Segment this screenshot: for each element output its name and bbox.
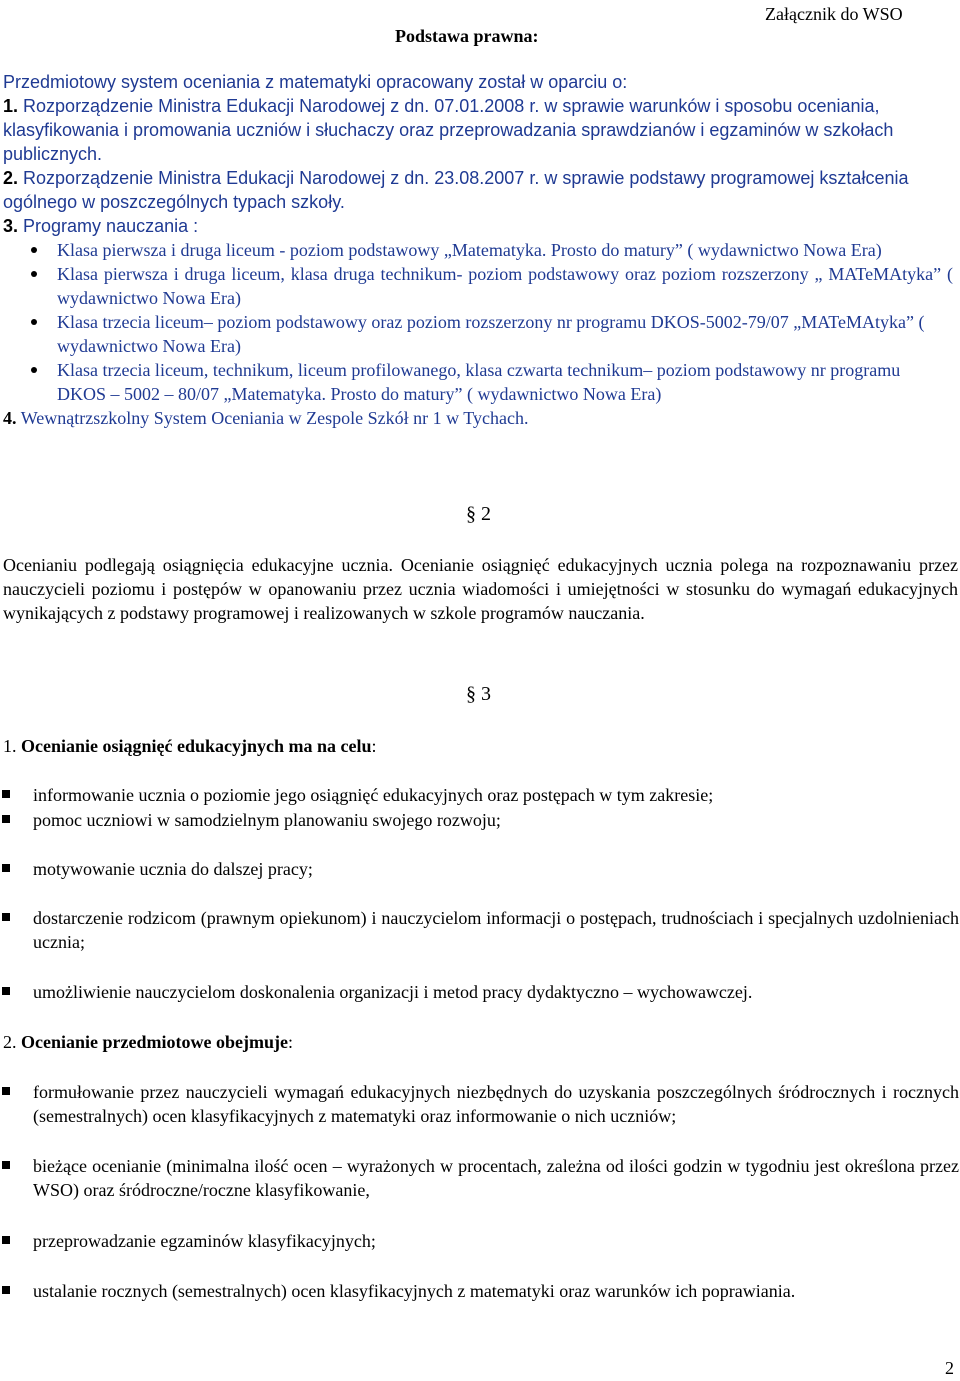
heading-text: Ocenianie osiągnięć edukacyjnych ma na celu — [21, 736, 372, 756]
goal-item: umożliwienie nauczycielom doskonalenia organizacji i metod pracy dydaktyczno – wychowawczej. — [33, 980, 959, 1004]
program-item: Klasa pierwsza i druga liceum, klasa druga technikum- poziom podstawowy oraz poziom rozszerzony „ MATeMAtyka” ( wydawnictwo Nowa Era) — [3, 262, 953, 310]
subject-item: przeprowadzanie egzaminów klasyfikacyjnych; — [33, 1229, 959, 1253]
item-number: 4. — [3, 408, 17, 428]
item-number: 2. — [3, 168, 19, 188]
page-number: 2 — [945, 1358, 954, 1378]
goal-item: motywowanie ucznia do dalszej pracy; — [33, 857, 959, 881]
section-3-heading: § 3 — [466, 682, 491, 706]
goal-item: pomoc uczniowi w samodzielnym planowaniu swojego rozwoju; — [33, 808, 959, 832]
goal-item: informowanie ucznia o poziomie jego osiągnięć edukacyjnych oraz postępach w tym zakresie; — [33, 783, 959, 807]
intro-item-1 — [3, 94, 953, 166]
heading-number: 2. — [3, 1032, 17, 1052]
intro-item-2 — [3, 166, 953, 214]
heading-text: Ocenianie przedmiotowe obejmuje — [21, 1032, 288, 1052]
annex-label: Załącznik do WSO — [765, 4, 903, 24]
heading-number: 1. — [3, 736, 17, 756]
subject-item: ustalanie rocznych (semestralnych) ocen klasyfikacyjnych z matematyki oraz warunków ich poprawiania. — [33, 1279, 959, 1303]
subject-item: bieżące ocenianie (minimalna ilość ocen – wyrażonych w procentach, zależna od ilości godzin w tygodniu jest określona przez WSO) oraz śródroczne/roczne klasyfikowanie, — [33, 1156, 959, 1200]
goals-heading — [3, 734, 377, 758]
item-number: 1. — [3, 96, 19, 116]
intro-item-4 — [3, 406, 953, 430]
legal-basis — [3, 70, 953, 430]
section-2-heading: § 2 — [466, 502, 491, 526]
goal-item: dostarczenie rodzicom (prawnym opiekunom) i nauczycielom informacji o postępach, trudnościach i specjalnych uzdolnieniach ucznia; — [33, 908, 959, 952]
intro-lead: Przedmiotowy system oceniania z matematyki opracowany został w oparciu o: — [3, 72, 628, 92]
item-text: Rozporządzenie Ministra Edukacji Narodowej z dn. 07.01.2008 r. w sprawie warunków i sposobu oceniania, klasyfikowania i promowania uczniów i słuchaczy oraz przeprowadzania sprawdzianów i egzaminów w szkołach publicznych. — [3, 96, 894, 164]
program-item: Klasa trzecia liceum– poziom podstawowy oraz poziom rozszerzony nr programu DKOS-5002-79/07 „MATeMAtyka” ( wydawnictwo Nowa Era) — [3, 310, 953, 358]
subject-item: formułowanie przez nauczycieli wymagań edukacyjnych niezbędnych do uzyskania poszczególnych śródrocznych i rocznych (semestralnych) ocen klasyfikacyjnych z matematyki oraz informowanie o nich uczniów; — [33, 1082, 959, 1126]
section-2-text: Ocenianiu podlegają osiągnięcia edukacyjne ucznia. Ocenianie osiągnięć edukacyjnych ucznia polega na rozpoznawaniu przez nauczycieli poziomu i postępów w opanowaniu przez ucznia wiadomości i umiejętności w stosunku do wymagań edukacyjnych wynikających z podstawy programowej i realizowanych w szkole programów nauczania. — [3, 555, 958, 623]
page-title: Podstawa prawna: — [395, 26, 539, 46]
heading-colon: : — [371, 736, 377, 756]
heading-colon: : — [287, 1032, 293, 1052]
item-number: 3. — [3, 216, 19, 236]
program-item: Klasa pierwsza i druga liceum - poziom podstawowy „Matematyka. Prosto do matury” ( wydawnictwo Nowa Era) — [3, 238, 953, 262]
program-item: Klasa trzecia liceum, technikum, liceum profilowanego, klasa czwarta technikum– poziom podstawowy nr programu DKOS – 5002 – 80/07 „Matematyka. Prosto do matury” ( wydawnictwo Nowa Era) — [3, 358, 953, 406]
item-text: Wewnątrzszkolny System Oceniania w Zespole Szkół nr 1 w Tychach. — [20, 408, 529, 428]
intro-item-3 — [3, 214, 953, 238]
item-text: Programy nauczania : — [23, 216, 199, 236]
item-text: Rozporządzenie Ministra Edukacji Narodowej z dn. 23.08.2007 r. w sprawie podstawy programowej kształcenia ogólnego w poszczególnych typach szkoły. — [3, 168, 909, 212]
subject-heading — [3, 1030, 293, 1054]
